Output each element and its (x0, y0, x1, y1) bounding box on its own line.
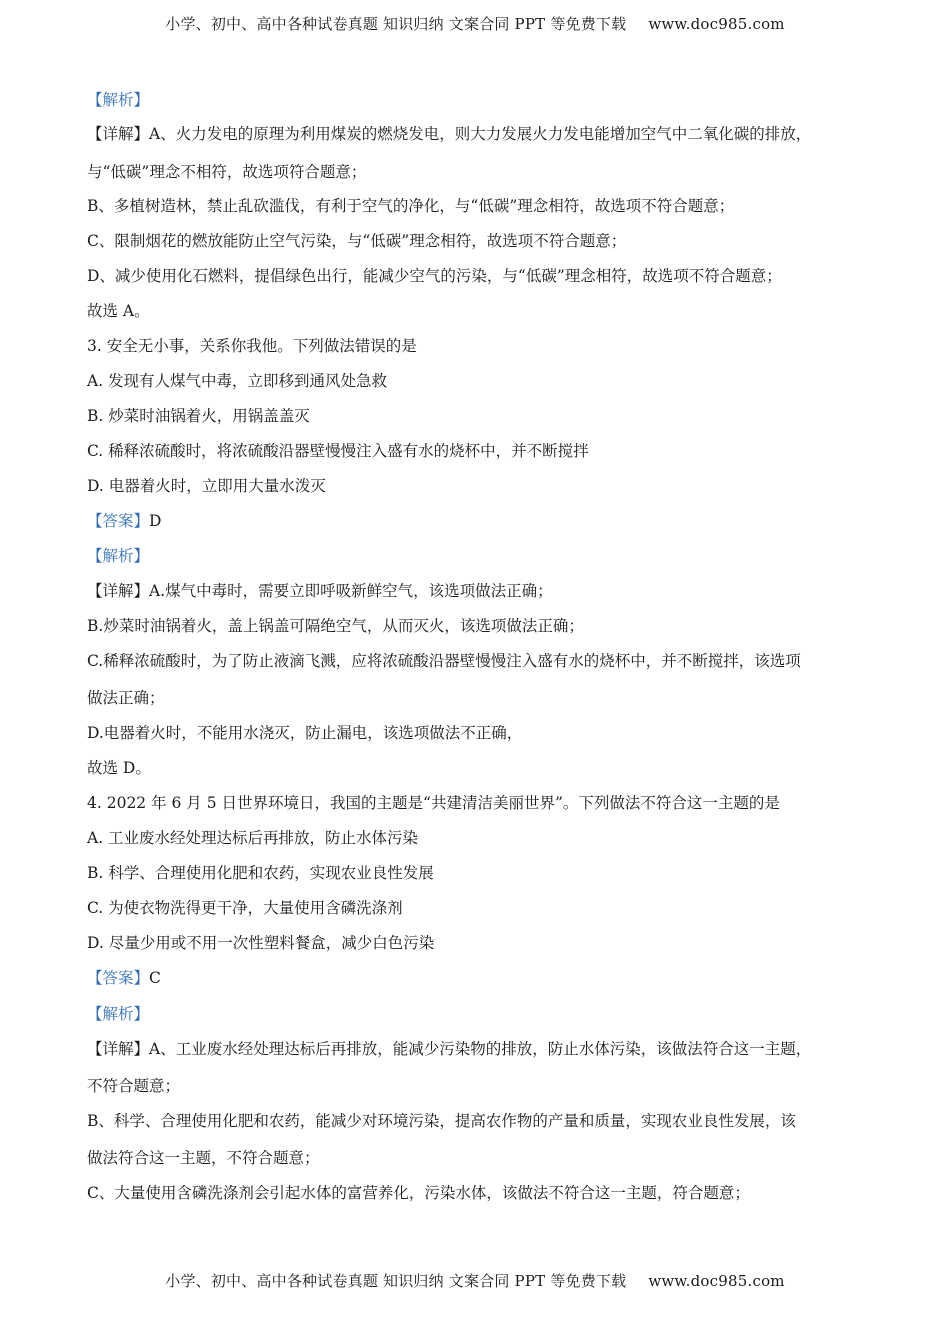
text-line: 【答案】C (87, 969, 161, 987)
text-line: 故选 D。 (87, 759, 151, 777)
text-line: D. 尽量少用或不用一次性塑料餐盒，减少白色污染 (87, 934, 435, 952)
text-line: B、多植树造林，禁止乱砍滥伐，有利于空气的净化，与“低碳”理念相符，故选项不符合题意； (87, 197, 735, 215)
footer-text: 小学、初中、高中各种试卷真题 知识归纳 文案合同 PPT 等免费下载 (165, 1272, 627, 1290)
text-line: 与“低碳”理念不相符，故选项符合题意； (87, 163, 367, 181)
text-line: 【详解】A、火力发电的原理为利用煤炭的燃烧发电，则大力发展火力发电能增加空气中二氧化碳的排放， (87, 125, 812, 143)
page-footer (0, 1270, 950, 1291)
text-line: D、减少使用化石燃料，提倡绿色出行，能减少空气的污染，与“低碳”理念相符，故选项不符合题意； (87, 267, 782, 285)
section-tag: 【答案】 (87, 969, 150, 987)
text-line: 做法符合这一主题，不符合题意； (87, 1149, 320, 1167)
text-line: C、限制烟花的燃放能防止空气污染，与“低碳”理念相符，故选项不符合题意； (87, 232, 627, 250)
text-line: B.炒菜时油锅着火，盖上锅盖可隔绝空气，从而灭火，该选项做法正确； (87, 617, 584, 635)
text-line: 故选 A。 (87, 302, 150, 320)
text-line (87, 546, 149, 566)
text-line (87, 90, 149, 110)
text-line: 做法正确； (87, 689, 165, 707)
page-header (0, 13, 950, 34)
text-line: 【详解】A、工业废水经处理达标后再排放，能减少污染物的排放，防止水体污染，该做法符合这一主题， (87, 1040, 812, 1058)
text-line: 3. 安全无小事，关系你我他。下列做法错误的是 (87, 337, 417, 355)
header-site-link[interactable]: www.doc985.com (648, 15, 785, 33)
text-line: 【详解】A.煤气中毒时，需要立即呼吸新鲜空气，该选项做法正确； (87, 582, 553, 600)
text-line: 4. 2022 年 6 月 5 日世界环境日，我国的主题是“共建清洁美丽世界”。下列做法不符合这一主题的是 (87, 794, 780, 812)
text-line: C. 为使衣物洗得更干净，大量使用含磷洗涤剂 (87, 899, 403, 917)
text-line: 【答案】D (87, 512, 162, 530)
text-line: B. 炒菜时油锅着火，用锅盖盖灭 (87, 407, 310, 425)
text-line: B. 科学、合理使用化肥和农药，实现农业良性发展 (87, 864, 434, 882)
footer-site-link[interactable]: www.doc985.com (648, 1272, 785, 1290)
text-line: A. 工业废水经处理达标后再排放，防止水体污染 (87, 829, 419, 847)
section-tag: 【解析】 (87, 547, 150, 565)
section-tag: 【解析】 (87, 91, 150, 109)
text-line: A. 发现有人煤气中毒，立即移到通风处急救 (87, 372, 388, 390)
section-tag: 【答案】 (87, 512, 150, 530)
text-line: C.稀释浓硫酸时，为了防止液滴飞溅，应将浓硫酸沿器壁慢慢注入盛有水的烧杯中，并不断搅拌，该选项 (87, 652, 801, 670)
text-line: B、科学、合理使用化肥和农药，能减少对环境污染，提高农作物的产量和质量，实现农业良性发展，该 (87, 1112, 796, 1130)
text-line: C、大量使用含磷洗涤剂会引起水体的富营养化，污染水体，该做法不符合这一主题，符合题意； (87, 1184, 750, 1202)
text-line (87, 1004, 149, 1024)
text-line: 不符合题意； (87, 1077, 181, 1095)
text-line: D. 电器着火时，立即用大量水泼灭 (87, 477, 326, 495)
text-line: C. 稀释浓硫酸时，将浓硫酸沿器壁慢慢注入盛有水的烧杯中，并不断搅拌 (87, 442, 589, 460)
text-line: D.电器着火时，不能用水浇灭，防止漏电，该选项做法不正确， (87, 724, 523, 742)
header-text: 小学、初中、高中各种试卷真题 知识归纳 文案合同 PPT 等免费下载 (165, 15, 627, 33)
section-tag: 【解析】 (87, 1005, 150, 1023)
